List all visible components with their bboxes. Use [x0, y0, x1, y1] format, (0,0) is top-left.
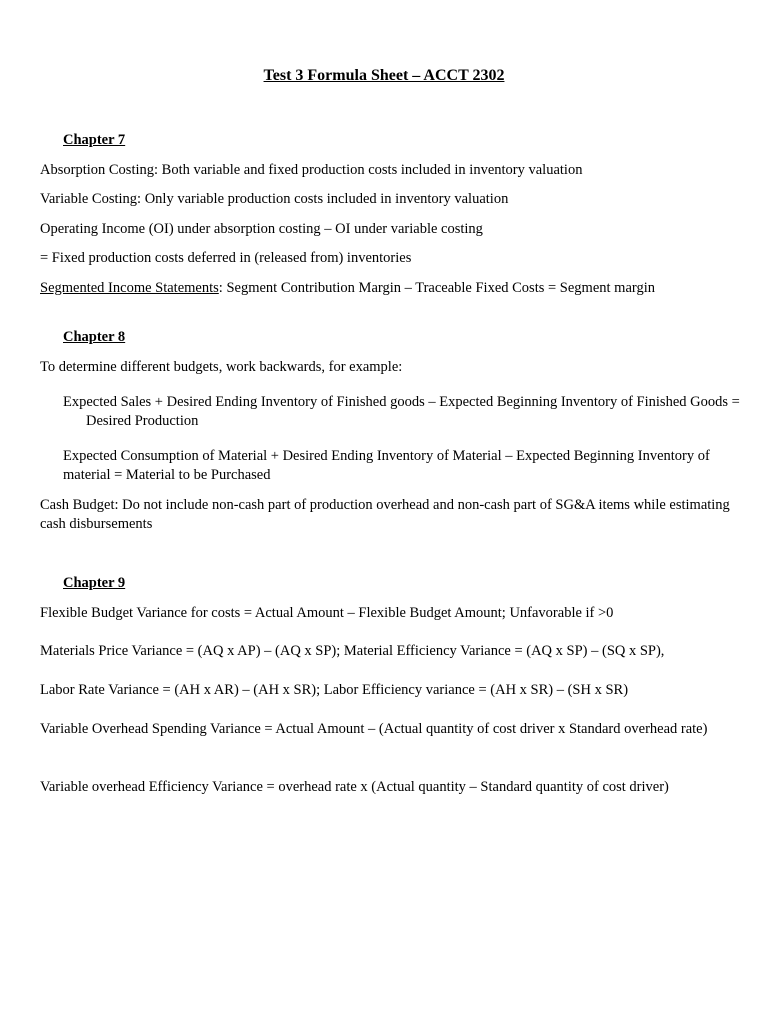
cash-budget-note: Cash Budget: Do not include non-cash part of production overhead and non-cash part of SG&A items while estimating cash disbursements: [40, 497, 730, 532]
segmented-income-statements: [40, 279, 730, 298]
material-purchases-formula: Expected Consumption of Material + Desired Ending Inventory of Material – Expected Beginning Inventory of material = Material to be Purchased: [63, 448, 710, 483]
operating-income-difference: Operating Income (OI) under absorption costing – OI under variable costing: [40, 221, 483, 237]
materials-variances: Materials Price Variance = (AQ x AP) – (AQ x SP); Material Efficiency Variance = (AQ x SP) – (SQ x SP),: [40, 643, 665, 659]
document-title: Test 3 Formula Sheet – ACCT 2302: [263, 67, 505, 84]
absorption-costing-definition: Absorption Costing: Both variable and fixed production costs included in inventory valuation: [40, 162, 583, 178]
variable-overhead-spending-variance: Variable Overhead Spending Variance = Actual Amount – (Actual quantity of cost driver x Standard overhead rate): [40, 721, 708, 737]
segmented-income-label: Segmented Income Statements: [40, 280, 219, 296]
chapter-8-heading: Chapter 8: [63, 329, 126, 345]
desired-production-formula: Expected Sales + Desired Ending Inventory of Finished goods – Expected Beginning Inventory of Finished Goods = Desired Production: [63, 394, 740, 429]
fixed-costs-deferred: = Fixed production costs deferred in (released from) inventories: [40, 250, 412, 266]
flexible-budget-variance: Flexible Budget Variance for costs = Actual Amount – Flexible Budget Amount; Unfavorable if >0: [40, 605, 614, 621]
labor-variances: Labor Rate Variance = (AH x AR) – (AH x SR); Labor Efficiency variance = (AH x SR) – (SH x SR): [40, 682, 629, 698]
variable-costing-definition: Variable Costing: Only variable production costs included in inventory valuation: [40, 191, 509, 207]
budgets-intro: To determine different budgets, work backwards, for example:: [40, 359, 403, 375]
chapter-7-heading: Chapter 7: [63, 132, 126, 148]
chapter-9-heading: Chapter 9: [63, 575, 126, 591]
variable-overhead-efficiency-variance: Variable overhead Efficiency Variance = overhead rate x (Actual quantity – Standard quantity of cost driver): [40, 779, 669, 795]
segmented-income-formula: : Segment Contribution Margin – Traceable Fixed Costs = Segment margin: [218, 280, 655, 296]
